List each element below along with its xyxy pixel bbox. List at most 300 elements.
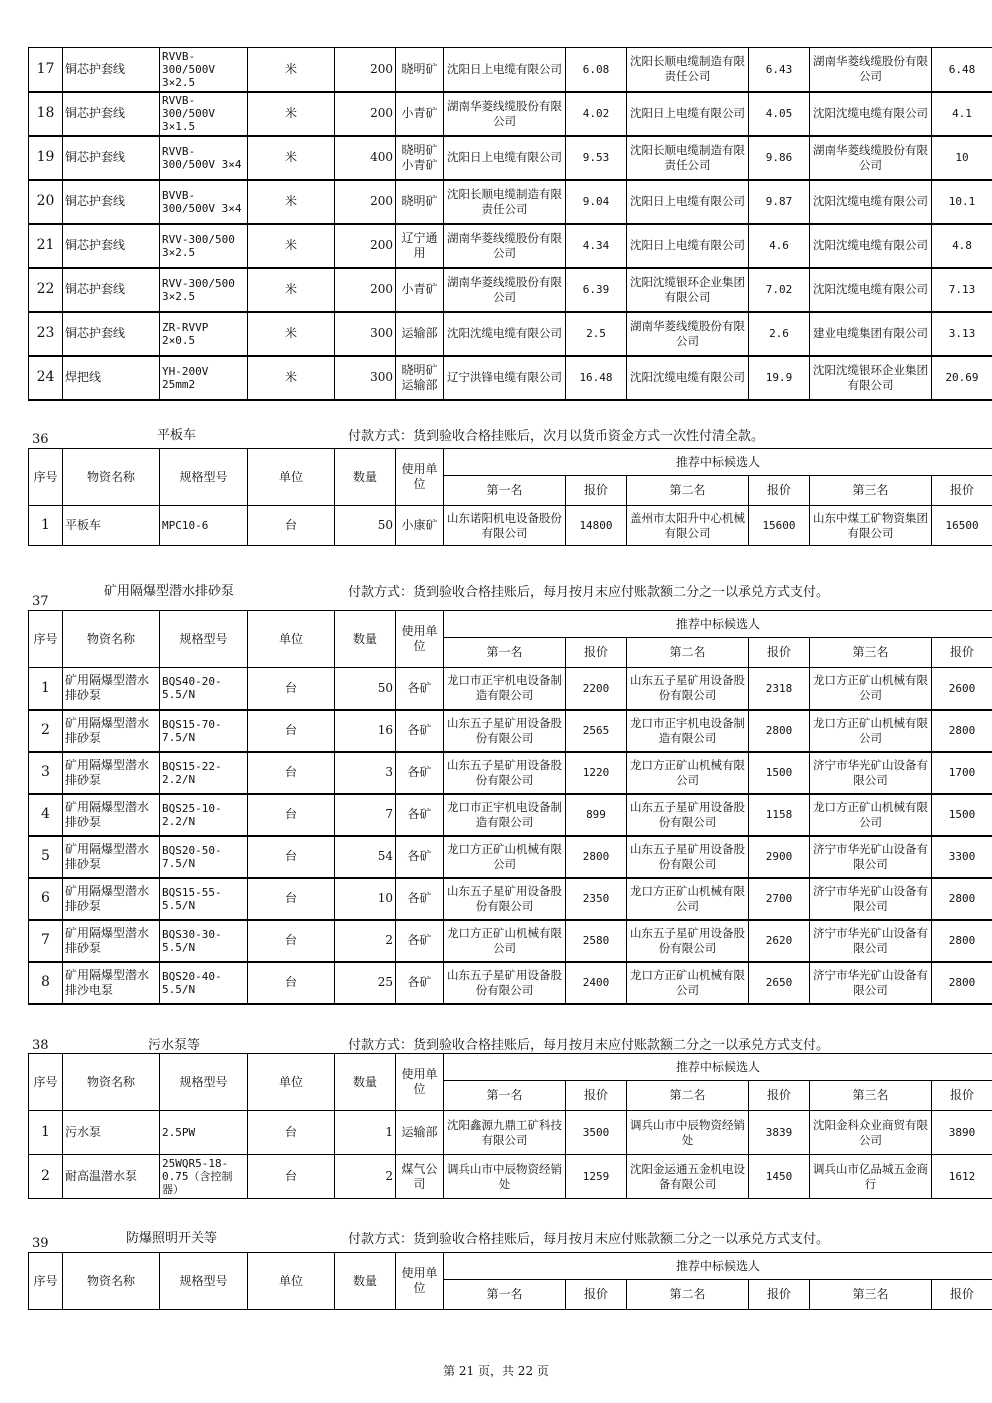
item-user: 小青矿 — [396, 92, 444, 136]
price-header: 报价 — [566, 638, 627, 668]
second-company: 龙口方正矿山机械有限公司 — [627, 878, 749, 920]
price-header: 报价 — [749, 1081, 810, 1111]
item-user: 晓明矿 小青矿 — [396, 136, 444, 180]
item-user: 各矿 — [396, 752, 444, 794]
row-number: 23 — [29, 312, 63, 356]
item-qty: 300 — [335, 312, 396, 356]
price-header: 报价 — [566, 1081, 627, 1111]
second-company: 山东五子星矿用设备股份有限公司 — [627, 794, 749, 836]
table-row — [29, 180, 992, 224]
table-row — [29, 668, 992, 710]
user-header: 使用单位 — [396, 1054, 444, 1111]
first-price: 899 — [566, 794, 627, 836]
item-spec: BVVB-300/500V 3×4 — [160, 180, 248, 224]
first-price: 4.02 — [566, 92, 627, 136]
seq-header: 序号 — [29, 611, 63, 668]
third-price: 1700 — [932, 752, 992, 794]
third-company: 济宁市华光矿山设备有限公司 — [810, 962, 932, 1004]
second-company: 盖州市太阳升中心机械有限公司 — [627, 506, 749, 546]
third-price: 3890 — [932, 1111, 992, 1155]
second-price: 1500 — [749, 752, 810, 794]
first-company: 沈阳鑫源九鼎工矿科技有限公司 — [444, 1111, 566, 1155]
spec-header: 规格型号 — [160, 449, 248, 506]
item-qty: 16 — [335, 710, 396, 752]
row-number: 24 — [29, 356, 63, 400]
row-number: 5 — [29, 836, 63, 878]
item-qty: 25 — [335, 962, 396, 1004]
item-spec: BQS25-10-2.2/N — [160, 794, 248, 836]
name-header: 物资名称 — [63, 449, 160, 506]
third-company: 沈阳沈缆电缆有限公司 — [810, 224, 932, 268]
item-spec: 2.5PW — [160, 1111, 248, 1155]
second-company: 山东五子星矿用设备股份有限公司 — [627, 920, 749, 962]
item-spec: BQS30-30-5.5/N — [160, 920, 248, 962]
unit-header: 单位 — [248, 1054, 335, 1111]
table-row — [29, 136, 992, 180]
item-spec: RVV-300/500 3×2.5 — [160, 224, 248, 268]
item-unit: 台 — [248, 1155, 335, 1199]
second-price: 2800 — [749, 710, 810, 752]
third-price: 1612 — [932, 1155, 992, 1199]
third-price: 3300 — [932, 836, 992, 878]
item-qty: 200 — [335, 92, 396, 136]
second-company: 沈阳金运通五金机电设备有限公司 — [627, 1155, 749, 1199]
table-row — [29, 878, 992, 920]
item-unit: 米 — [248, 268, 335, 312]
first-place-header: 第一名 — [444, 1280, 566, 1310]
second-company: 沈阳沈缆银环企业集团有限公司 — [627, 268, 749, 312]
item-name: 污水泵 — [63, 1111, 160, 1155]
section-number: 38 — [32, 1038, 49, 1053]
first-company: 山东诺阳机电设备股份有限公司 — [444, 506, 566, 546]
item-qty: 200 — [335, 180, 396, 224]
first-price: 6.39 — [566, 268, 627, 312]
third-price: 4.1 — [932, 92, 992, 136]
third-company: 济宁市华光矿山设备有限公司 — [810, 752, 932, 794]
item-unit: 米 — [248, 312, 335, 356]
item-user: 煤气公司 — [396, 1155, 444, 1199]
payment-terms: 付款方式：货到验收合格挂账后，每月按月末应付账款额二分之一以承兑方式支付。 — [348, 1038, 830, 1053]
item-user: 各矿 — [396, 794, 444, 836]
third-price: 2800 — [932, 920, 992, 962]
header-row — [29, 1253, 992, 1280]
item-spec: RVVB-300/500V 3×1.5 — [160, 92, 248, 136]
item-qty: 54 — [335, 836, 396, 878]
qty-header: 数量 — [335, 611, 396, 668]
first-company: 辽宁洪锋电缆有限公司 — [444, 356, 566, 400]
item-name: 矿用隔爆型潜水排砂泵 — [63, 878, 160, 920]
second-place-header: 第二名 — [627, 1280, 749, 1310]
price-header: 报价 — [749, 1280, 810, 1310]
first-price: 9.53 — [566, 136, 627, 180]
second-price: 3839 — [749, 1111, 810, 1155]
qty-header: 数量 — [335, 1054, 396, 1111]
first-price: 1259 — [566, 1155, 627, 1199]
item-user: 小康矿 — [396, 506, 444, 546]
second-company: 调兵山市中辰物资经销处 — [627, 1111, 749, 1155]
price-header: 报价 — [932, 1280, 992, 1310]
table-row — [29, 48, 992, 92]
first-price: 2350 — [566, 878, 627, 920]
third-company: 龙口方正矿山机械有限公司 — [810, 668, 932, 710]
row-number: 2 — [29, 1155, 63, 1199]
third-price: 10 — [932, 136, 992, 180]
third-price: 1500 — [932, 794, 992, 836]
third-place-header: 第三名 — [810, 1081, 932, 1111]
item-qty: 2 — [335, 920, 396, 962]
third-company: 沈阳沈缆电缆有限公司 — [810, 92, 932, 136]
row-number: 22 — [29, 268, 63, 312]
continued-cable-table — [28, 47, 992, 401]
item-name: 矿用隔爆型潜水排砂泵 — [63, 752, 160, 794]
second-place-header: 第二名 — [627, 638, 749, 668]
item-qty: 7 — [335, 794, 396, 836]
item-user: 小青矿 — [396, 268, 444, 312]
row-number: 18 — [29, 92, 63, 136]
unit-header: 单位 — [248, 611, 335, 668]
item-spec: BQS15-70-7.5/N — [160, 710, 248, 752]
price-header: 报价 — [749, 476, 810, 506]
item-spec: YH-200V 25mm2 — [160, 356, 248, 400]
second-price: 4.05 — [749, 92, 810, 136]
item-name: 矿用隔爆型潜水排砂泵 — [63, 668, 160, 710]
third-company: 建业电缆集团有限公司 — [810, 312, 932, 356]
seq-header: 序号 — [29, 449, 63, 506]
item-spec: RVV-300/500 3×2.5 — [160, 268, 248, 312]
price-header: 报价 — [566, 1280, 627, 1310]
item-name: 铜芯护套线 — [63, 48, 160, 92]
first-company: 山东五子星矿用设备股份有限公司 — [444, 878, 566, 920]
section-number: 37 — [32, 594, 49, 609]
item-qty: 200 — [335, 268, 396, 312]
item-name: 铜芯护套线 — [63, 312, 160, 356]
item-user: 各矿 — [396, 710, 444, 752]
third-company: 沈阳沈缆电缆有限公司 — [810, 180, 932, 224]
section-title: 防爆照明开关等 — [126, 1231, 218, 1246]
item-unit: 米 — [248, 92, 335, 136]
third-company: 调兵山市亿品城五金商行 — [810, 1155, 932, 1199]
item-name: 铜芯护套线 — [63, 92, 160, 136]
item-unit: 台 — [248, 836, 335, 878]
third-price: 16500 — [932, 506, 992, 546]
table-row — [29, 962, 992, 1004]
table-row — [29, 836, 992, 878]
item-spec: BQS20-50-7.5/N — [160, 836, 248, 878]
first-company: 山东五子星矿用设备股份有限公司 — [444, 962, 566, 1004]
unit-header: 单位 — [248, 1253, 335, 1310]
second-price: 19.9 — [749, 356, 810, 400]
item-qty: 200 — [335, 224, 396, 268]
item-user: 晓明矿 运输部 — [396, 356, 444, 400]
item-unit: 台 — [248, 878, 335, 920]
first-price: 2200 — [566, 668, 627, 710]
header-row — [29, 449, 992, 476]
item-unit: 米 — [248, 356, 335, 400]
item-name: 矿用隔爆型潜水排砂泵 — [63, 794, 160, 836]
row-number: 6 — [29, 878, 63, 920]
first-place-header: 第一名 — [444, 476, 566, 506]
second-price: 1450 — [749, 1155, 810, 1199]
item-unit: 台 — [248, 710, 335, 752]
third-price: 3.13 — [932, 312, 992, 356]
first-company: 山东五子星矿用设备股份有限公司 — [444, 752, 566, 794]
item-name: 耐高温潜水泵 — [63, 1155, 160, 1199]
section-table — [28, 448, 992, 546]
first-company: 龙口方正矿山机械有限公司 — [444, 836, 566, 878]
user-header: 使用单位 — [396, 611, 444, 668]
second-company: 沈阳日上电缆有限公司 — [627, 92, 749, 136]
item-user: 各矿 — [396, 962, 444, 1004]
payment-terms: 付款方式：货到验收合格挂账后，每月按月末应付账款额二分之一以承兑方式支付。 — [348, 1232, 830, 1247]
item-name: 铜芯护套线 — [63, 268, 160, 312]
first-price: 6.08 — [566, 48, 627, 92]
candidates-header: 推荐中标候选人 — [444, 1054, 992, 1081]
item-unit: 台 — [248, 920, 335, 962]
item-user: 辽宁通用 — [396, 224, 444, 268]
item-name: 矿用隔爆型潜水排沙电泵 — [63, 962, 160, 1004]
header-row — [29, 611, 992, 638]
first-company: 龙口方正矿山机械有限公司 — [444, 920, 566, 962]
item-qty: 400 — [335, 136, 396, 180]
table-row — [29, 752, 992, 794]
item-qty: 2 — [335, 1155, 396, 1199]
item-qty: 300 — [335, 356, 396, 400]
item-unit: 台 — [248, 752, 335, 794]
third-company: 济宁市华光矿山设备有限公司 — [810, 878, 932, 920]
row-number: 21 — [29, 224, 63, 268]
second-company: 湖南华菱线缆股份有限公司 — [627, 312, 749, 356]
section-number: 36 — [32, 432, 49, 447]
second-price: 1158 — [749, 794, 810, 836]
item-user: 晓明矿 — [396, 48, 444, 92]
third-price: 2800 — [932, 962, 992, 1004]
item-name: 铜芯护套线 — [63, 224, 160, 268]
second-price: 2700 — [749, 878, 810, 920]
row-number: 3 — [29, 752, 63, 794]
row-number: 8 — [29, 962, 63, 1004]
third-price: 6.48 — [932, 48, 992, 92]
first-company: 沈阳日上电缆有限公司 — [444, 48, 566, 92]
second-price: 2.6 — [749, 312, 810, 356]
page-footer: 第 21 页，共 22 页 — [443, 1364, 549, 1378]
user-header: 使用单位 — [396, 1253, 444, 1310]
first-price: 4.34 — [566, 224, 627, 268]
payment-terms: 付款方式：货到验收合格挂账后，每月按月末应付账款额二分之一以承兑方式支付。 — [348, 585, 830, 600]
price-header: 报价 — [932, 476, 992, 506]
second-price: 2650 — [749, 962, 810, 1004]
third-company: 山东中煤工矿物资集团有限公司 — [810, 506, 932, 546]
table-row — [29, 506, 992, 546]
first-company: 山东五子星矿用设备股份有限公司 — [444, 710, 566, 752]
row-number: 2 — [29, 710, 63, 752]
second-price: 15600 — [749, 506, 810, 546]
item-unit: 米 — [248, 180, 335, 224]
table-row — [29, 268, 992, 312]
item-spec: BQS15-55-5.5/N — [160, 878, 248, 920]
first-company: 调兵山市中辰物资经销处 — [444, 1155, 566, 1199]
first-price: 3500 — [566, 1111, 627, 1155]
table-row — [29, 224, 992, 268]
third-price: 4.8 — [932, 224, 992, 268]
second-company: 沈阳长顺电缆制造有限责任公司 — [627, 48, 749, 92]
item-spec: 25WQR5-18-0.75（含控制器） — [160, 1155, 248, 1199]
row-number: 1 — [29, 1111, 63, 1155]
second-company: 龙口方正矿山机械有限公司 — [627, 752, 749, 794]
third-company: 龙口方正矿山机械有限公司 — [810, 794, 932, 836]
item-name: 矿用隔爆型潜水排砂泵 — [63, 920, 160, 962]
row-number: 19 — [29, 136, 63, 180]
second-company: 沈阳长顺电缆制造有限责任公司 — [627, 136, 749, 180]
table-row — [29, 92, 992, 136]
third-company: 济宁市华光矿山设备有限公司 — [810, 836, 932, 878]
item-qty: 200 — [335, 48, 396, 92]
table-row — [29, 920, 992, 962]
second-price: 2318 — [749, 668, 810, 710]
third-price: 10.1 — [932, 180, 992, 224]
third-company: 龙口方正矿山机械有限公司 — [810, 710, 932, 752]
item-qty: 10 — [335, 878, 396, 920]
section-title: 矿用隔爆型潜水排砂泵 — [104, 584, 235, 599]
item-unit: 台 — [248, 506, 335, 546]
item-spec: BQS15-22-2.2/N — [160, 752, 248, 794]
item-user: 运输部 — [396, 1111, 444, 1155]
candidates-header: 推荐中标候选人 — [444, 449, 992, 476]
second-company: 山东五子星矿用设备股份有限公司 — [627, 836, 749, 878]
price-header: 报价 — [749, 638, 810, 668]
item-user: 各矿 — [396, 920, 444, 962]
item-name: 焊把线 — [63, 356, 160, 400]
first-price: 2.5 — [566, 312, 627, 356]
qty-header: 数量 — [335, 449, 396, 506]
item-qty: 50 — [335, 668, 396, 710]
first-price: 9.04 — [566, 180, 627, 224]
item-spec: BQS40-20-5.5/N — [160, 668, 248, 710]
user-header: 使用单位 — [396, 449, 444, 506]
item-spec: MPC10-6 — [160, 506, 248, 546]
section-number: 39 — [32, 1236, 49, 1251]
item-name: 平板车 — [63, 506, 160, 546]
candidates-header: 推荐中标候选人 — [444, 1253, 992, 1280]
second-price: 2620 — [749, 920, 810, 962]
first-price: 2580 — [566, 920, 627, 962]
first-price: 1220 — [566, 752, 627, 794]
third-place-header: 第三名 — [810, 1280, 932, 1310]
row-number: 20 — [29, 180, 63, 224]
first-company: 沈阳沈缆电缆有限公司 — [444, 312, 566, 356]
first-company: 湖南华菱线缆股份有限公司 — [444, 92, 566, 136]
row-number: 1 — [29, 506, 63, 546]
third-company: 济宁市华光矿山设备有限公司 — [810, 920, 932, 962]
second-company: 龙口方正矿山机械有限公司 — [627, 962, 749, 1004]
item-qty: 50 — [335, 506, 396, 546]
item-qty: 3 — [335, 752, 396, 794]
item-name: 铜芯护套线 — [63, 180, 160, 224]
third-place-header: 第三名 — [810, 476, 932, 506]
header-row — [29, 1054, 992, 1081]
first-price: 2565 — [566, 710, 627, 752]
second-price: 2900 — [749, 836, 810, 878]
third-company: 沈阳沈缆电缆有限公司 — [810, 268, 932, 312]
second-company: 沈阳日上电缆有限公司 — [627, 224, 749, 268]
second-company: 沈阳日上电缆有限公司 — [627, 180, 749, 224]
second-place-header: 第二名 — [627, 1081, 749, 1111]
first-company: 湖南华菱线缆股份有限公司 — [444, 224, 566, 268]
item-spec: RVVB-300/500V 3×4 — [160, 136, 248, 180]
second-price: 9.86 — [749, 136, 810, 180]
third-price: 7.13 — [932, 268, 992, 312]
item-spec: BQS20-40-5.5/N — [160, 962, 248, 1004]
third-company: 湖南华菱线缆股份有限公司 — [810, 48, 932, 92]
item-name: 铜芯护套线 — [63, 136, 160, 180]
item-qty: 1 — [335, 1111, 396, 1155]
second-price: 4.6 — [749, 224, 810, 268]
qty-header: 数量 — [335, 1253, 396, 1310]
payment-terms: 付款方式：货到验收合格挂账后，次月以货币资金方式一次性付清全款。 — [348, 429, 765, 444]
table-row — [29, 312, 992, 356]
item-unit: 台 — [248, 794, 335, 836]
table-row — [29, 710, 992, 752]
first-price: 2400 — [566, 962, 627, 1004]
second-company: 山东五子星矿用设备股份有限公司 — [627, 668, 749, 710]
seq-header: 序号 — [29, 1054, 63, 1111]
third-price: 2800 — [932, 878, 992, 920]
first-company: 沈阳日上电缆有限公司 — [444, 136, 566, 180]
table-row — [29, 1155, 992, 1199]
section-table — [28, 1053, 992, 1199]
price-header: 报价 — [932, 1081, 992, 1111]
section-title: 平板车 — [157, 428, 197, 443]
item-unit: 米 — [248, 136, 335, 180]
row-number: 1 — [29, 668, 63, 710]
spec-header: 规格型号 — [160, 611, 248, 668]
item-user: 各矿 — [396, 878, 444, 920]
second-price: 6.43 — [749, 48, 810, 92]
table-row — [29, 794, 992, 836]
third-company: 沈阳金科众业商贸有限公司 — [810, 1111, 932, 1155]
item-unit: 台 — [248, 668, 335, 710]
spec-header: 规格型号 — [160, 1054, 248, 1111]
row-number: 17 — [29, 48, 63, 92]
table-row — [29, 356, 992, 400]
third-price: 20.69 — [932, 356, 992, 400]
third-price: 2800 — [932, 710, 992, 752]
third-company: 湖南华菱线缆股份有限公司 — [810, 136, 932, 180]
second-price: 9.87 — [749, 180, 810, 224]
third-place-header: 第三名 — [810, 638, 932, 668]
row-number: 4 — [29, 794, 63, 836]
first-place-header: 第一名 — [444, 1081, 566, 1111]
second-company: 龙口市正宇机电设备制造有限公司 — [627, 710, 749, 752]
unit-header: 单位 — [248, 449, 335, 506]
first-company: 龙口市正宇机电设备制造有限公司 — [444, 794, 566, 836]
row-number: 7 — [29, 920, 63, 962]
section-table — [28, 1252, 992, 1310]
section-table — [28, 610, 992, 1005]
item-spec: RVVB-300/500V 3×2.5 — [160, 48, 248, 92]
section-title: 污水泵等 — [148, 1038, 201, 1053]
item-user: 各矿 — [396, 668, 444, 710]
item-unit: 米 — [248, 224, 335, 268]
third-company: 沈阳沈缆银环企业集团有限公司 — [810, 356, 932, 400]
first-price: 14800 — [566, 506, 627, 546]
price-header: 报价 — [566, 476, 627, 506]
candidates-header: 推荐中标候选人 — [444, 611, 992, 638]
item-name: 矿用隔爆型潜水排砂泵 — [63, 836, 160, 878]
first-company: 湖南华菱线缆股份有限公司 — [444, 268, 566, 312]
first-company: 沈阳长顺电缆制造有限责任公司 — [444, 180, 566, 224]
name-header: 物资名称 — [63, 611, 160, 668]
item-unit: 台 — [248, 962, 335, 1004]
